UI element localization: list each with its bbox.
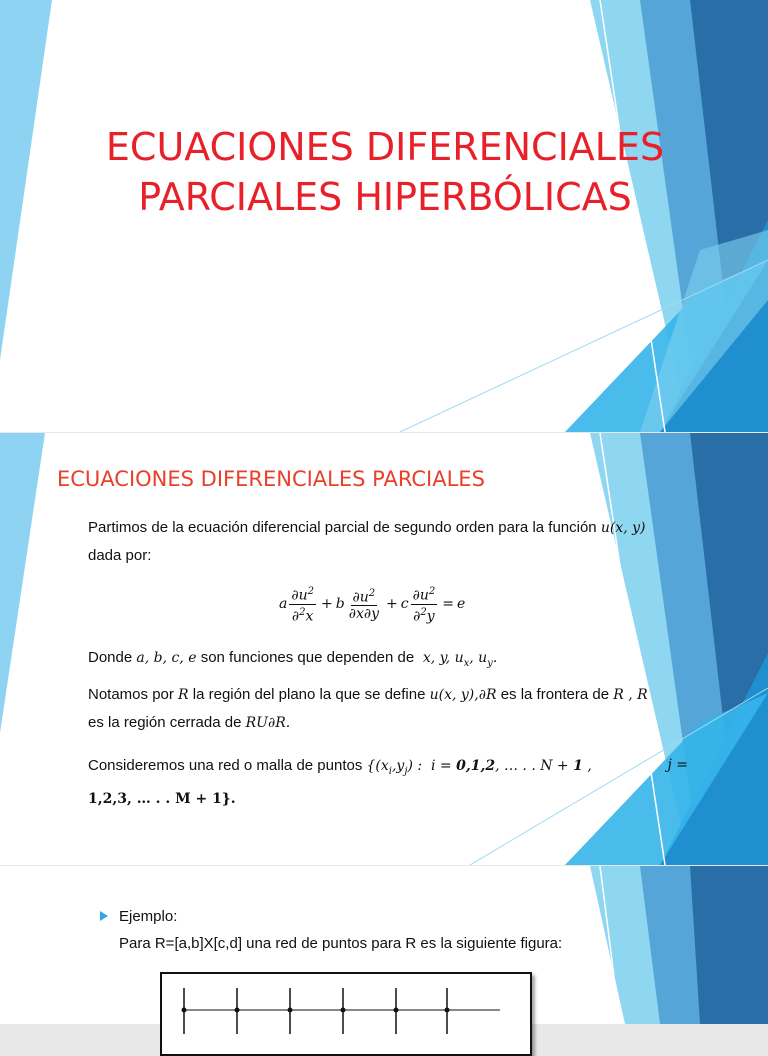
region-text-mid: la región del plano la que se define [192, 686, 426, 703]
region-R: R [178, 687, 189, 703]
donde-mid-text: son funciones que dependen de [200, 649, 415, 666]
region-text-line2: es la región cerrada de [88, 714, 242, 731]
paragraph-intro [88, 514, 645, 569]
slide-title [0, 0, 768, 432]
pde-formula: a $\frac{\partial u^2}{\partial^2x}$ + b $\frac{\partial u^2}{\partial x\partial y}$ + c $\frac{\partial u^2}{\partial^2y}$ = e [279, 586, 466, 625]
example-label: Ejemplo: [119, 908, 178, 925]
title-line-2: PARCIALES HIPERBÓLICAS [138, 175, 632, 219]
mesh-text: Consideremos una red o malla de puntos [88, 757, 363, 774]
example-description: Para R=[a,b]X[c,d] una red de puntos para R es la siguiente figura: [119, 935, 563, 952]
paragraph-mesh [88, 752, 688, 813]
section-heading: ECUACIONES DIFERENCIALES PARCIALES [57, 467, 485, 491]
title-line-1: ECUACIONES DIFERENCIALES [105, 125, 665, 169]
intro-text: Partimos de la ecuación diferencial parcial de segundo orden para la función [88, 519, 597, 536]
mesh-figure [160, 972, 532, 1056]
bullet-arrow-icon [100, 911, 108, 921]
paragraph-region [88, 681, 648, 737]
paragraph-donde [88, 644, 497, 677]
coefficient-vars: a, b, c, e [136, 650, 197, 666]
mesh-set-definition: {$(x_i,y_j)$ : i = 0,1,2, … . . N + 1 , [366, 758, 592, 777]
closed-region-set: RU∂R. [245, 715, 291, 731]
mesh-j-range: 1,2,3, … . . M + 1}. [88, 790, 236, 807]
function-u-xy: u(x, y) [600, 520, 646, 536]
mesh-j-label: j = [667, 757, 688, 773]
intro-text-line2: dada por: [88, 547, 152, 564]
mesh-grid-drawing [162, 974, 530, 1034]
function-and-boundary: u(x, y),∂R [429, 687, 497, 703]
region-text-start: Notamos por [88, 686, 174, 703]
dependency-vars: x, y, $u_x$, $u_y$. [418, 650, 498, 669]
region-text-end: es la frontera de [500, 686, 610, 703]
donde-text: Donde [88, 649, 133, 666]
region-R-repeat: R , R [613, 687, 648, 703]
slide-title-text [60, 122, 710, 222]
